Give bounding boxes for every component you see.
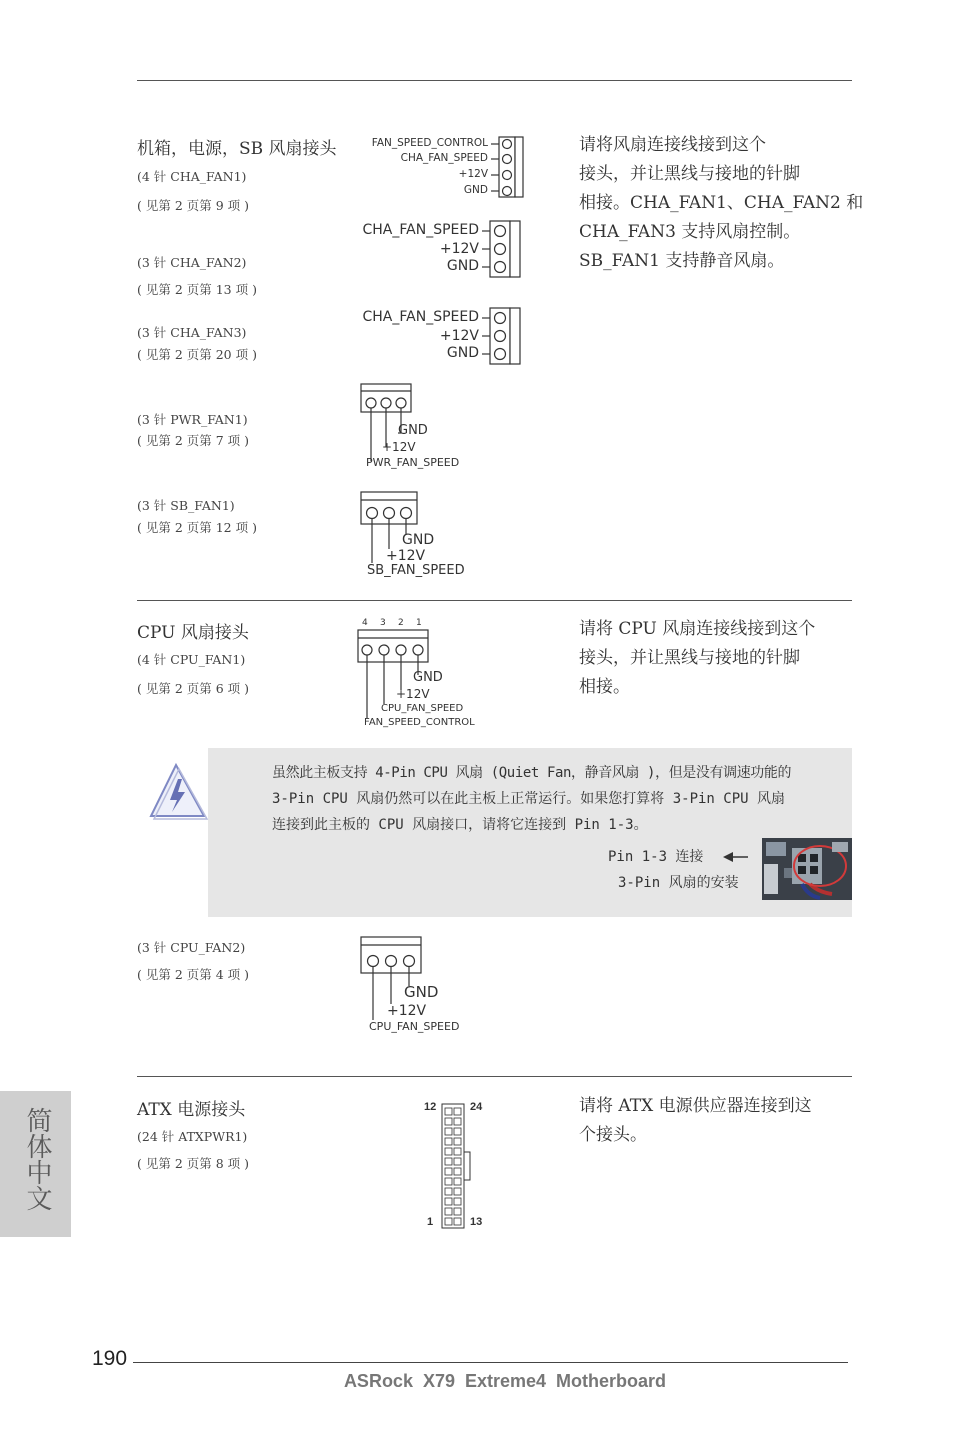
- language-side-tab: [0, 1091, 71, 1237]
- pwr-fan-speed-label: PWR_FAN_SPEED: [366, 456, 460, 469]
- atx-pins: (24 针 ATXPWR1): [137, 1129, 248, 1144]
- gnd-label: GND: [404, 983, 439, 1001]
- fan-speed-control-label: FAN_SPEED_CONTROL: [371, 137, 488, 149]
- cpu-desc-line: 相接。: [579, 677, 630, 697]
- pin-number-4: 4: [362, 618, 368, 628]
- atx-pin: [454, 1198, 461, 1205]
- cha-fan2-ref: ( 见第 2 页第 13 项 ): [137, 282, 257, 297]
- atx-pin: [454, 1108, 461, 1115]
- section-divider: [137, 600, 852, 601]
- top-rule: [137, 80, 852, 81]
- cha-fan-speed-label: CHA_FAN_SPEED: [362, 222, 479, 238]
- note-line: 虽然此主板支持 4-Pin CPU 风扇 (Quiet Fan，静音风扇 )，但是没有调速功能的: [272, 765, 792, 781]
- footer-title: ASRock X79 Extreme4 Motherboard: [343, 1371, 667, 1391]
- chassis-desc-line: CHA_FAN3 支持风扇控制。: [579, 222, 801, 242]
- plus-12v-label: +12V: [387, 1003, 427, 1019]
- atx-pin: [454, 1218, 461, 1225]
- pin-caption: Pin 1-3 连接: [608, 849, 704, 865]
- atx-pin: [445, 1198, 452, 1205]
- pin-number-3: 3: [380, 618, 386, 628]
- gnd-label: GND: [463, 184, 488, 196]
- cha-fan-speed-label: CHA_FAN_SPEED: [362, 309, 479, 325]
- cha-fan1-ref: ( 见第 2 页第 9 项 ): [137, 198, 249, 213]
- atx-pin: [454, 1118, 461, 1125]
- atx-pin: [454, 1168, 461, 1175]
- atx-ref: ( 见第 2 页第 8 项 ): [137, 1156, 249, 1171]
- section-divider: [137, 1076, 852, 1077]
- cpu-desc-line: 请将 CPU 风扇连接线接到这个: [579, 619, 816, 639]
- atx-pin: [445, 1138, 452, 1145]
- atx-pin: [445, 1178, 452, 1185]
- cpu-fan2-ref: ( 见第 2 页第 4 项 ): [137, 967, 249, 982]
- atx-pin: [454, 1178, 461, 1185]
- pwr-fan1-pins: (3 针 PWR_FAN1): [137, 412, 248, 427]
- chassis-desc-line: 请将风扇连接线接到这个: [579, 135, 766, 155]
- atx-pin: [445, 1218, 452, 1225]
- gnd-label: GND: [446, 345, 479, 361]
- gnd-label: GND: [446, 258, 479, 274]
- pin-label-24: 24: [470, 1101, 483, 1113]
- cpu-fan1-diagram: [355, 618, 495, 732]
- cha-fan3-connector-icon: [358, 305, 528, 367]
- gnd-label: GND: [413, 670, 443, 685]
- atx-description: [579, 1092, 812, 1150]
- footer-rule: [133, 1362, 848, 1363]
- atx-pin: [454, 1208, 461, 1215]
- atx-connector-icon: [420, 1100, 500, 1230]
- cha-fan-speed-label: CHA_FAN_SPEED: [400, 152, 488, 164]
- atx-pin: [445, 1128, 452, 1135]
- atx-pin: [454, 1138, 461, 1145]
- fan-install-photo: [762, 838, 852, 900]
- cpu-fan-speed-label: CPU_FAN_SPEED: [369, 1020, 460, 1033]
- chassis-description: [579, 131, 863, 276]
- atx-desc-line: 请将 ATX 电源供应器连接到这: [579, 1096, 812, 1116]
- cpu-fan-description: [579, 615, 815, 702]
- pin-number-2: 2: [398, 618, 404, 628]
- atx-title: ATX 电源接头: [137, 1100, 246, 1120]
- note-line: 连接到此主板的 CPU 风扇接口，请将它连接到 Pin 1-3。: [272, 817, 648, 833]
- fan-speed-control-label: FAN_SPEED_CONTROL: [364, 717, 475, 728]
- atx-pin: [454, 1188, 461, 1195]
- atx-connector-diagram: [420, 1100, 500, 1230]
- atx-desc-line: 个接头。: [579, 1125, 647, 1145]
- chassis-desc-line: SB_FAN1 支持静音风扇。: [579, 251, 785, 271]
- cpu-fan2-diagram: [358, 934, 488, 1034]
- cpu-fan2-pins: (3 针 CPU_FAN2): [137, 940, 246, 955]
- chassis-title: 机箱，电源，SB 风扇接头: [137, 139, 337, 159]
- arrow-left-icon: [722, 851, 750, 863]
- plus-12v-label: +12V: [382, 440, 416, 454]
- warning-icon: [148, 762, 212, 822]
- install-caption: 3-Pin 风扇的安装: [618, 875, 739, 891]
- cpu-fan-title: CPU 风扇接头: [137, 623, 249, 643]
- note-line: 3-Pin CPU 风扇仍然可以在此主板上正常运行。如果您打算将 3-Pin CPU 风扇: [272, 791, 786, 807]
- plus-12v-label: +12V: [439, 328, 479, 344]
- pin-label-12: 12: [424, 1101, 437, 1113]
- atx-pin: [445, 1208, 452, 1215]
- cha-fan1-diagram: [358, 134, 528, 200]
- atx-pin: [445, 1108, 452, 1115]
- cha-fan1-pins: (4 针 CHA_FAN1): [137, 169, 247, 184]
- cpu-fan-speed-label: CPU_FAN_SPEED: [381, 703, 464, 714]
- cpu-fan1-ref: ( 见第 2 页第 6 项 ): [137, 681, 249, 696]
- pin-label-13: 13: [470, 1216, 483, 1228]
- side-tab-label: 简体中文: [22, 1107, 52, 1211]
- cha-fan3-diagram: [358, 305, 528, 367]
- note-text: [272, 760, 791, 838]
- atx-pin: [445, 1188, 452, 1195]
- atx-pin: [445, 1158, 452, 1165]
- atx-pin: [445, 1148, 452, 1155]
- gnd-label: GND: [398, 423, 428, 438]
- atx-pin: [454, 1148, 461, 1155]
- cha-fan2-connector-icon: [358, 218, 528, 280]
- chassis-desc-line: 接头，并让黑线与接地的针脚: [579, 164, 800, 184]
- sb-fan-speed-label: SB_FAN_SPEED: [367, 563, 465, 578]
- page-number: 190: [92, 1347, 128, 1370]
- cpu-desc-line: 接头，并让黑线与接地的针脚: [579, 648, 800, 668]
- gnd-label: GND: [402, 532, 435, 548]
- cha-fan3-pins: (3 针 CHA_FAN3): [137, 325, 247, 340]
- cha-fan1-connector-icon: [358, 134, 528, 200]
- sb-fan1-ref: ( 见第 2 页第 12 项 ): [137, 520, 257, 535]
- chassis-desc-line: 相接。CHA_FAN1、CHA_FAN2 和: [579, 193, 864, 213]
- plus-12v-label: +12V: [439, 241, 479, 257]
- pwr-fan1-ref: ( 见第 2 页第 7 项 ): [137, 433, 249, 448]
- pin-label-1: 1: [427, 1216, 434, 1228]
- cpu-fan1-pins: (4 针 CPU_FAN1): [137, 652, 246, 667]
- pwr-fan1-diagram: [358, 381, 488, 473]
- atx-pin: [445, 1118, 452, 1125]
- pin-number-1: 1: [416, 618, 422, 628]
- sb-fan1-pins: (3 针 SB_FAN1): [137, 498, 235, 513]
- atx-pin: [445, 1168, 452, 1175]
- atx-pin: [454, 1158, 461, 1165]
- cha-fan2-diagram: [358, 218, 528, 280]
- sb-fan1-diagram: [358, 489, 498, 581]
- atx-pin: [454, 1128, 461, 1135]
- plus-12v-label: +12V: [386, 548, 426, 564]
- cha-fan3-ref: ( 见第 2 页第 20 项 ): [137, 347, 257, 362]
- plus-12v-label: +12V: [458, 168, 488, 180]
- cha-fan2-pins: (3 针 CHA_FAN2): [137, 255, 247, 270]
- plus-12v-label: +12V: [396, 687, 430, 701]
